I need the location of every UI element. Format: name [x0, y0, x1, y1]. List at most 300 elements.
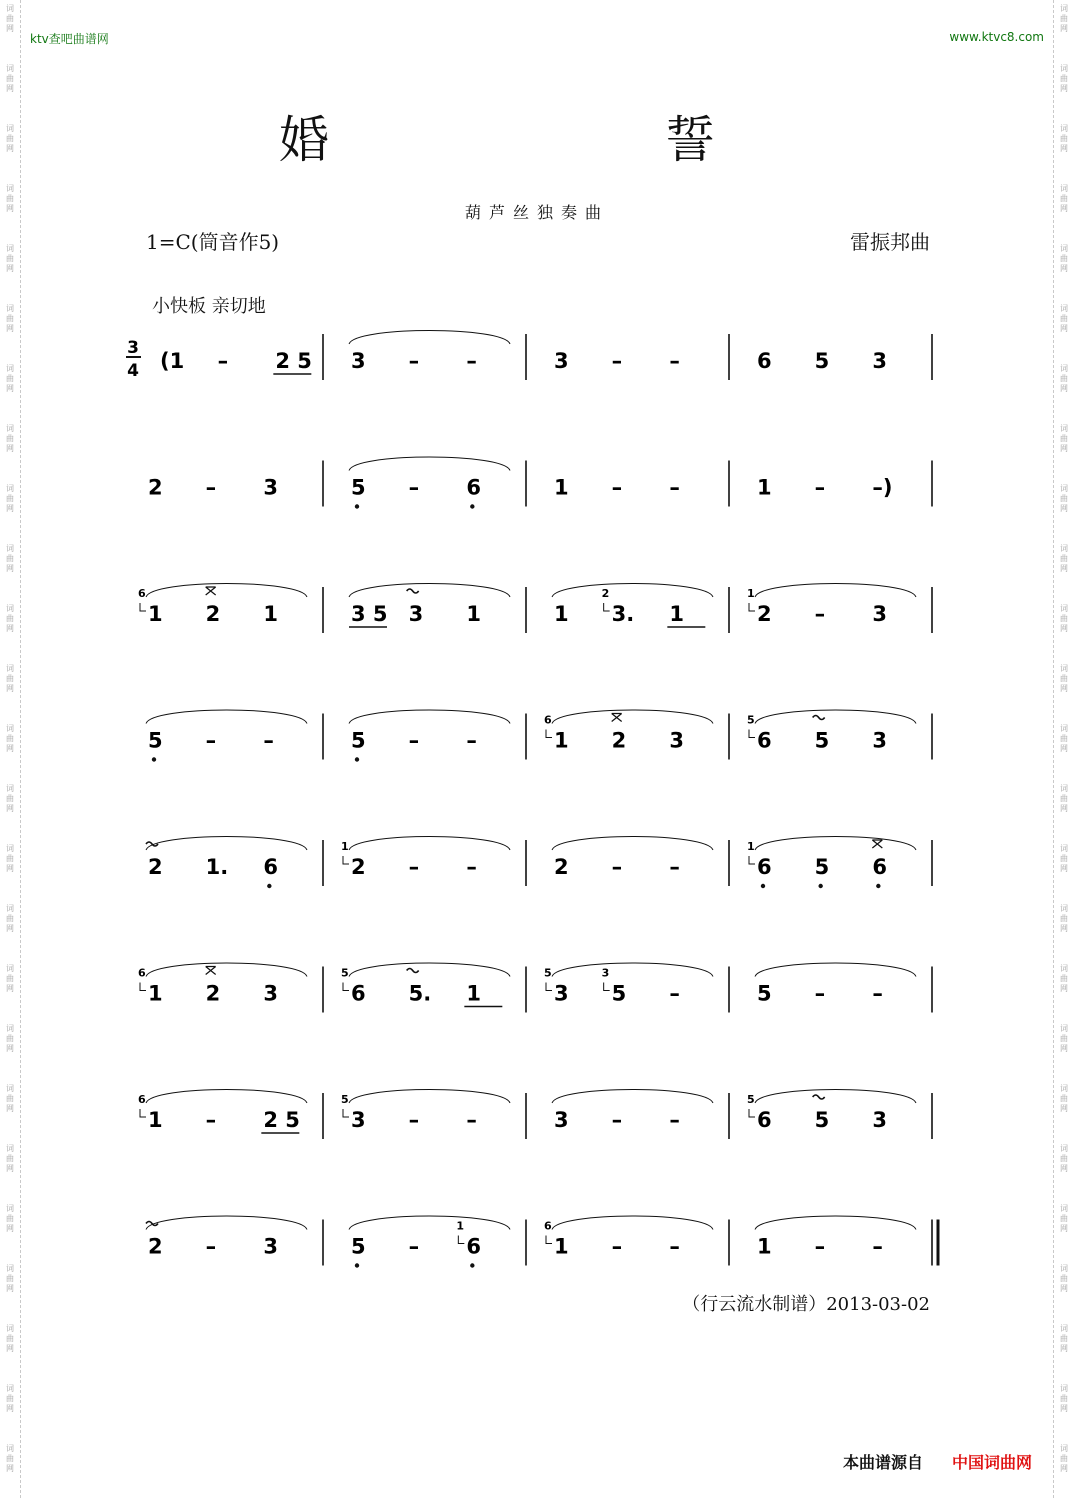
watermark-char: 词: [1060, 1264, 1068, 1273]
slur: [146, 1216, 307, 1230]
ornament-mark: [612, 714, 622, 722]
grace-hook: [749, 603, 755, 611]
note: 2 5: [275, 349, 312, 373]
watermark-char: 曲: [6, 1274, 14, 1283]
note: –: [669, 981, 680, 1006]
note: –: [466, 349, 477, 373]
watermark-char: 词: [6, 304, 14, 313]
low-octave-dot: [152, 757, 156, 761]
watermark-char: 曲: [6, 1034, 14, 1043]
note: 1: [263, 602, 278, 626]
slur: [146, 1090, 307, 1104]
watermark-char: 网: [6, 384, 14, 393]
watermark-char: 曲: [6, 374, 14, 383]
note: –: [872, 1234, 883, 1259]
watermark-char: 词: [6, 244, 14, 253]
watermark-char: 网: [1060, 1464, 1068, 1473]
watermark-char: 网: [6, 1224, 14, 1233]
grace-hook: [749, 1109, 755, 1117]
watermark-char: 曲: [1060, 1454, 1068, 1463]
low-octave-dot: [761, 884, 765, 888]
note: 2 5: [263, 1108, 300, 1132]
watermark-char: 词: [6, 604, 14, 613]
watermark-char: 词: [6, 784, 14, 793]
time-signature-top: 3: [127, 338, 139, 358]
watermark-char: 网: [6, 744, 14, 753]
note: 1: [554, 602, 569, 626]
watermark-char: 网: [6, 864, 14, 873]
watermark-char: 词: [6, 124, 14, 133]
trill-mark: [407, 589, 419, 593]
watermark-char: 网: [1060, 1284, 1068, 1293]
watermark-char: 曲: [6, 494, 14, 503]
note: 6: [757, 728, 772, 753]
note: 2: [205, 602, 221, 626]
watermark-char: 曲: [1060, 434, 1068, 443]
slur: [349, 457, 510, 471]
note: 3: [263, 981, 278, 1006]
note: 5: [757, 981, 772, 1006]
note: 2: [757, 602, 772, 626]
grace-hook: [546, 983, 552, 991]
ornament-mark: [206, 967, 216, 975]
note: 5: [814, 728, 830, 753]
watermark-char: 词: [6, 1084, 14, 1093]
watermark-char: 网: [1060, 624, 1068, 633]
watermark-char: 词: [1060, 244, 1068, 253]
note: –: [466, 728, 477, 753]
grace-hook: [546, 730, 552, 738]
watermark-char: 网: [6, 204, 14, 213]
song-subtitle: 葫芦丝独奏曲: [464, 203, 609, 222]
slur: [552, 584, 713, 598]
watermark-char: 词: [6, 724, 14, 733]
watermark-char: 曲: [1060, 254, 1068, 263]
watermark-char: 曲: [1060, 1274, 1068, 1283]
watermark-char: 网: [6, 804, 14, 813]
grace-note: 1: [456, 1219, 464, 1233]
watermark-char: 曲: [1060, 974, 1068, 983]
grace-note: 3: [601, 966, 610, 980]
watermark-char: 词: [1060, 424, 1068, 433]
note: –: [408, 855, 420, 879]
grace-note: 1: [747, 840, 755, 853]
grace-note: 5: [341, 966, 349, 980]
slur: [349, 710, 510, 724]
watermark-char: 词: [1060, 1384, 1068, 1393]
note: 1: [148, 1108, 163, 1132]
watermark-char: 词: [6, 964, 14, 973]
slur: [552, 710, 713, 724]
watermark-char: 曲: [1060, 314, 1068, 323]
slur: [349, 1216, 510, 1230]
low-octave-dot: [818, 884, 822, 888]
watermark-char: 词: [6, 544, 14, 553]
grace-note: 6: [544, 1219, 552, 1233]
note: 6: [757, 349, 772, 373]
watermark-char: 词: [1060, 544, 1068, 553]
watermark-char: 网: [1060, 984, 1068, 993]
note: –: [217, 349, 229, 373]
watermark-char: 词: [1060, 1084, 1068, 1093]
note: –: [205, 475, 217, 500]
watermark-char: 网: [1060, 804, 1068, 813]
note: 3 5: [351, 602, 388, 626]
note: –: [611, 475, 623, 500]
grace-note: 5: [747, 713, 755, 727]
watermark-char: 网: [1060, 1344, 1068, 1353]
low-octave-dot: [876, 884, 880, 888]
watermark-char: 词: [1060, 664, 1068, 673]
watermark-char: 网: [6, 144, 14, 153]
grace-hook: [140, 603, 146, 611]
watermark-char: 词: [6, 844, 14, 853]
grace-note: 5: [747, 1093, 755, 1106]
watermark-char: 词: [6, 1204, 14, 1213]
watermark-char: 网: [6, 1284, 14, 1293]
note: –): [872, 475, 893, 500]
watermark-char: 词: [6, 1144, 14, 1153]
watermark-char: 词: [6, 1444, 14, 1453]
watermark-char: 网: [6, 1464, 14, 1473]
watermark-char: 曲: [1060, 1154, 1068, 1163]
grace-note: 5: [544, 966, 552, 980]
watermark-char: 网: [1060, 384, 1068, 393]
slur: [552, 1090, 713, 1104]
grace-note: 6: [138, 1093, 146, 1106]
note: –: [814, 1234, 826, 1259]
grace-note: 6: [544, 713, 552, 727]
trill-mark: [813, 716, 825, 720]
watermark-char: 词: [1060, 604, 1068, 613]
watermark-char: 词: [1060, 1204, 1068, 1213]
note: 5: [351, 728, 366, 753]
slur: [755, 1090, 916, 1104]
slur: [755, 584, 916, 598]
note: 1: [466, 981, 481, 1006]
grace-hook: [458, 1236, 464, 1244]
note: –: [611, 855, 623, 879]
watermark-char: 词: [1060, 904, 1068, 913]
watermark-char: 词: [6, 1324, 14, 1333]
ornament-mark: [872, 840, 882, 848]
watermark-char: 曲: [6, 1214, 14, 1223]
slur: [755, 837, 916, 851]
watermark-char: 网: [6, 1344, 14, 1353]
note: –: [611, 1234, 623, 1259]
trill-mark: [813, 1095, 825, 1099]
note: –: [466, 1108, 477, 1132]
watermark-char: 词: [6, 364, 14, 373]
grace-note: 6: [138, 966, 146, 980]
watermark-char: 曲: [6, 314, 14, 323]
watermark-char: 曲: [6, 1154, 14, 1163]
slur: [755, 710, 916, 724]
note: –: [611, 349, 623, 373]
watermark-char: 网: [6, 624, 14, 633]
watermark-char: 词: [1060, 964, 1068, 973]
note: 3: [554, 1108, 569, 1132]
note: 5: [814, 349, 830, 373]
watermark-char: 曲: [1060, 674, 1068, 683]
note: 1: [554, 475, 569, 500]
watermark-char: 词: [6, 424, 14, 433]
note: 3: [351, 349, 366, 373]
watermark-char: 网: [1060, 84, 1068, 93]
note: 5: [148, 728, 163, 753]
grace-hook: [343, 1109, 349, 1117]
watermark-char: 词: [6, 64, 14, 73]
watermark-char: 曲: [6, 674, 14, 683]
watermark-char: 词: [1060, 124, 1068, 133]
watermark-char: 网: [1060, 1224, 1068, 1233]
watermark-char: 网: [6, 984, 14, 993]
watermark-char: 词: [1060, 1444, 1068, 1453]
note: 5.: [408, 981, 432, 1006]
grace-hook: [604, 603, 610, 611]
note: 2: [554, 855, 569, 879]
watermark-char: 网: [1060, 1164, 1068, 1173]
tempo-marking: 小快板 亲切地: [152, 296, 266, 317]
watermark-char: 曲: [6, 914, 14, 923]
composer: 雷振邦曲: [850, 230, 930, 254]
note: –: [669, 349, 680, 373]
time-signature-bottom: 4: [127, 361, 139, 381]
note: 3: [872, 1108, 887, 1132]
watermark-char: 网: [1060, 684, 1068, 693]
note: 1: [757, 475, 772, 500]
watermark-char: 网: [6, 84, 14, 93]
grace-note: 1: [747, 587, 755, 600]
watermark-char: 网: [6, 564, 14, 573]
note: 3: [554, 981, 569, 1006]
watermark-char: 曲: [1060, 1094, 1068, 1103]
note: 3: [351, 1108, 366, 1132]
watermark-char: 曲: [6, 734, 14, 743]
note: –: [814, 475, 826, 500]
watermark-char: 曲: [1060, 614, 1068, 623]
key-signature: 1=C(筒音作5): [146, 230, 280, 254]
watermark-char: 曲: [1060, 74, 1068, 83]
watermark-char: 曲: [6, 854, 14, 863]
note: 3: [554, 349, 569, 373]
watermark-char: 曲: [1060, 1394, 1068, 1403]
note: 1.: [205, 855, 229, 879]
watermark-char: 曲: [6, 1334, 14, 1343]
watermark-char: 词: [1060, 484, 1068, 493]
watermark-char: 词: [6, 1264, 14, 1273]
watermark-char: 曲: [1060, 374, 1068, 383]
watermark-char: 曲: [6, 1394, 14, 1403]
note: 5: [814, 1108, 830, 1132]
watermark-char: 曲: [6, 1094, 14, 1103]
watermark-char: 词: [6, 1384, 14, 1393]
watermark-char: 网: [1060, 924, 1068, 933]
watermark-char: 词: [6, 664, 14, 673]
note: 1: [148, 602, 163, 626]
note: 1: [554, 728, 569, 753]
low-octave-dot: [470, 1263, 474, 1267]
note: 3: [872, 602, 887, 626]
note: –: [205, 1108, 217, 1132]
watermark-char: 词: [6, 904, 14, 913]
note: 6: [466, 475, 481, 500]
note: 2: [611, 728, 627, 753]
slur: [349, 837, 510, 851]
note: 3: [872, 349, 887, 373]
watermark-char: 网: [1060, 444, 1068, 453]
watermark-char: 曲: [1060, 194, 1068, 203]
watermark-char: 网: [6, 1044, 14, 1053]
note: 3.: [611, 602, 635, 626]
watermark-char: 曲: [6, 194, 14, 203]
note: 2: [148, 855, 163, 879]
note: –: [611, 1108, 623, 1132]
watermark-char: 词: [6, 1024, 14, 1033]
slur: [552, 963, 713, 977]
header-site-right: www.ktvc8.com: [949, 30, 1044, 44]
grace-hook: [140, 983, 146, 991]
watermark-char: 网: [1060, 564, 1068, 573]
song-title: 婚 誓: [279, 111, 875, 169]
note: 6: [757, 1108, 772, 1132]
note: 1: [554, 1234, 569, 1259]
grace-hook: [604, 983, 610, 991]
low-octave-dot: [355, 504, 359, 508]
note: 3: [263, 475, 278, 500]
note: 5: [814, 855, 830, 879]
grace-note: 5: [341, 1093, 349, 1106]
watermark-char: 曲: [6, 14, 14, 23]
slur: [146, 584, 307, 598]
note: 3: [872, 728, 887, 753]
note: 5: [611, 981, 627, 1006]
watermark-char: 曲: [1060, 14, 1068, 23]
watermark-char: 网: [6, 1164, 14, 1173]
watermark-char: 网: [1060, 204, 1068, 213]
note: –: [408, 1108, 420, 1132]
watermark-char: 网: [1060, 504, 1068, 513]
note: –: [669, 475, 680, 500]
note: 3: [669, 728, 684, 753]
watermark-char: 网: [1060, 264, 1068, 273]
note: –: [814, 602, 826, 626]
watermark-char: 网: [1060, 1404, 1068, 1413]
note: 6: [872, 855, 887, 879]
watermark-char: 曲: [6, 614, 14, 623]
slur: [146, 963, 307, 977]
grace-hook: [749, 856, 755, 864]
note: –: [466, 855, 477, 879]
watermark-char: 词: [1060, 64, 1068, 73]
note: –: [872, 981, 883, 1006]
note: 2: [351, 855, 366, 879]
note: 5: [351, 475, 366, 500]
low-octave-dot: [355, 1263, 359, 1267]
watermark-char: 曲: [1060, 914, 1068, 923]
watermark-char: 词: [1060, 784, 1068, 793]
watermark-char: 网: [6, 324, 14, 333]
slur: [146, 710, 307, 724]
slur: [552, 837, 713, 851]
low-octave-dot: [355, 757, 359, 761]
note: –: [408, 728, 420, 753]
note: 6: [757, 855, 772, 879]
watermark-char: 曲: [6, 434, 14, 443]
note: 2: [148, 1234, 163, 1259]
slur: [146, 837, 307, 851]
note: 1: [669, 602, 684, 626]
watermark-char: 网: [6, 684, 14, 693]
watermark-char: 曲: [1060, 1034, 1068, 1043]
slur: [349, 963, 510, 977]
watermark-char: 词: [1060, 1144, 1068, 1153]
grace-hook: [546, 1236, 552, 1244]
low-octave-dot: [470, 504, 474, 508]
note: 1: [466, 602, 481, 626]
note: –: [814, 981, 826, 1006]
note: –: [408, 1234, 420, 1259]
watermark-char: 曲: [1060, 1334, 1068, 1343]
watermark-char: 词: [6, 484, 14, 493]
grace-note: 6: [138, 587, 146, 600]
watermark-char: 词: [1060, 724, 1068, 733]
watermark-char: 曲: [1060, 494, 1068, 503]
low-octave-dot: [267, 884, 271, 888]
watermark-char: 网: [1060, 144, 1068, 153]
watermark-char: 曲: [6, 974, 14, 983]
slur: [755, 1216, 916, 1230]
trill-mark: [407, 969, 419, 973]
watermark-char: 曲: [1060, 734, 1068, 743]
watermark-char: 网: [6, 24, 14, 33]
watermark-char: 曲: [6, 554, 14, 563]
watermark-char: 曲: [1060, 1214, 1068, 1223]
watermark-char: 网: [6, 504, 14, 513]
note: 2: [148, 475, 163, 500]
note: –: [263, 728, 274, 753]
watermark-char: 网: [6, 444, 14, 453]
watermark-char: 词: [1060, 844, 1068, 853]
watermark-char: 词: [1060, 364, 1068, 373]
watermark-char: 网: [1060, 744, 1068, 753]
watermark-char: 网: [6, 924, 14, 933]
slur: [349, 331, 510, 345]
watermark-char: 网: [6, 264, 14, 273]
note: –: [669, 855, 680, 879]
grace-hook: [343, 856, 349, 864]
watermark-char: 网: [1060, 24, 1068, 33]
slur: [349, 584, 510, 598]
transcription-credit: （行云流水制谱）2013-03-02: [682, 1294, 930, 1315]
grace-note: 2: [601, 587, 610, 600]
watermark-char: 曲: [6, 794, 14, 803]
grace-hook: [749, 730, 755, 738]
watermark-char: 曲: [1060, 794, 1068, 803]
grace-note: 1: [341, 840, 349, 853]
footer-site-name: 中国词曲网: [952, 1453, 1033, 1472]
note: 5: [351, 1234, 366, 1259]
watermark-char: 曲: [1060, 134, 1068, 143]
watermark-char: 词: [1060, 1324, 1068, 1333]
watermark-char: 网: [1060, 1044, 1068, 1053]
watermark-char: 曲: [1060, 554, 1068, 563]
watermark-char: 网: [6, 1104, 14, 1113]
note: 1: [757, 1234, 772, 1259]
note: 1: [148, 981, 163, 1006]
note: –: [408, 349, 420, 373]
slur: [349, 1090, 510, 1104]
